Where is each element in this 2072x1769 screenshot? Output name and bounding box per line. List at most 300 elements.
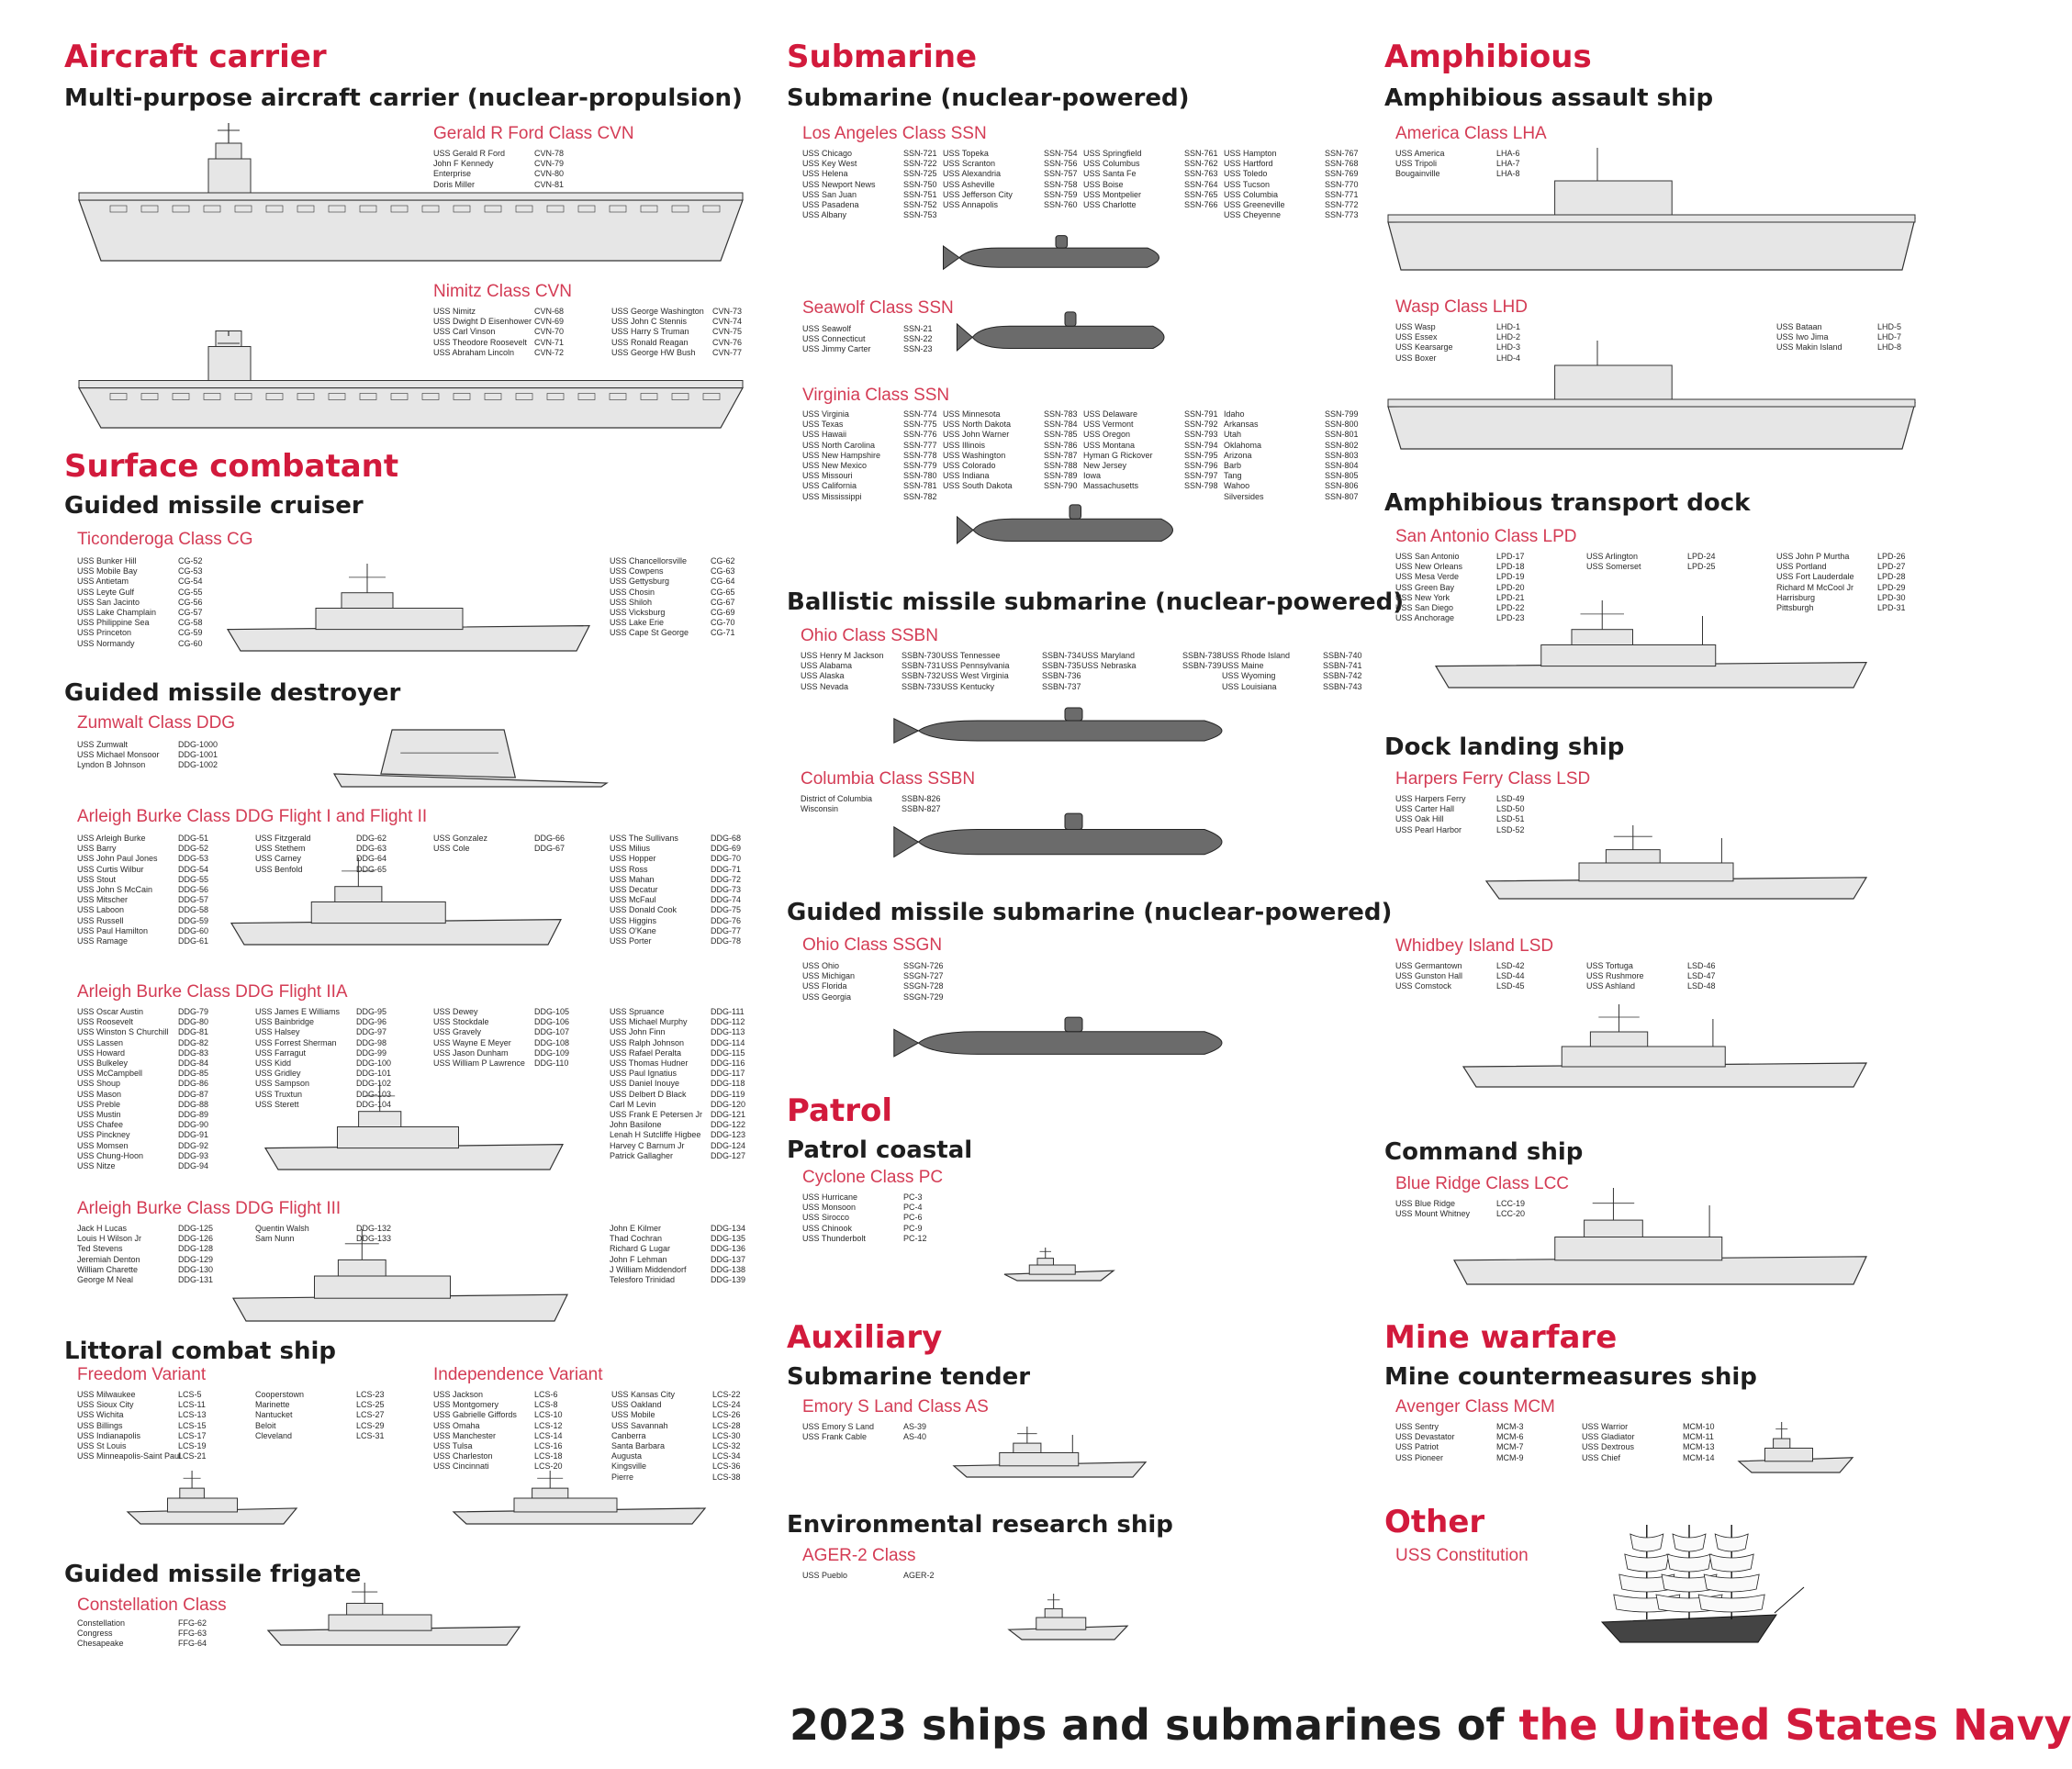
ship-name: USS Roosevelt: [77, 1017, 134, 1027]
ship-name: USS Dewey: [433, 1007, 478, 1016]
hull-number: CG-69: [711, 608, 735, 618]
ship-name: USS Delaware: [1083, 409, 1138, 419]
hull-number: DDG-99: [356, 1047, 387, 1058]
category-surface-combatant: Surface combatant: [64, 448, 399, 485]
ship-name: USS New Hampshire: [802, 450, 881, 460]
hull-number: DDG-119: [711, 1089, 745, 1099]
ship-entry: [77, 1629, 218, 1639]
hull-number: LCC-19: [1496, 1199, 1526, 1208]
ship-name: USS Dwight D Eisenhower: [433, 317, 532, 327]
roster-column: [802, 409, 944, 502]
ship-name: USS Germantown: [1395, 961, 1462, 970]
hull-number: DDG-110: [534, 1058, 569, 1069]
ship-entry: [77, 1048, 218, 1058]
hull-number: LCS-11: [178, 1400, 206, 1410]
ship-entry: [1224, 210, 1365, 220]
ship-entry: [610, 885, 751, 895]
ship-entry: [941, 671, 1082, 681]
hull-number: PC-12: [903, 1233, 927, 1243]
ship-name: USS Oak Hill: [1395, 814, 1444, 824]
ship-entry: [77, 844, 218, 854]
ship-entry: [943, 159, 1084, 169]
ship-entry: [433, 1017, 575, 1027]
ship-name: USS Tripoli: [1395, 159, 1438, 169]
hull-number: FFG-63: [178, 1629, 207, 1639]
ship-entry: [611, 1421, 753, 1431]
ship-entry: [1224, 461, 1365, 471]
ship-drawing: [1001, 1244, 1115, 1286]
ship-entry: [943, 409, 1084, 420]
ship-entry: [611, 1441, 753, 1451]
ship-name: USS Gerald R Ford: [433, 149, 506, 158]
roster-column: [1395, 1422, 1537, 1463]
hull-number: DDG-88: [178, 1099, 209, 1109]
ship-entry: [1081, 651, 1223, 661]
ship-entry: [1083, 200, 1225, 210]
roster-column: [1083, 409, 1225, 492]
hull-number: DDG-139: [711, 1275, 746, 1285]
hull-number: SSBN-739: [1182, 661, 1222, 671]
ship-entry: [77, 577, 218, 587]
ship-entry: [802, 409, 944, 420]
ship-name: USS Shoup: [77, 1079, 121, 1089]
ship-cyclone-silhouette: [1001, 1244, 1115, 1286]
ship-name: USS Lake Champlain: [77, 608, 157, 618]
hull-number: SSBN-740: [1323, 651, 1362, 660]
ship-drawing: [1460, 1001, 1868, 1092]
ship-entry: [255, 1410, 397, 1420]
ship-entry: [1224, 420, 1365, 430]
hull-number: MCM-10: [1683, 1422, 1715, 1431]
roster-column: [1586, 552, 1728, 572]
ship-name: USS John C Stennis: [611, 317, 688, 327]
ship-name: Enterprise: [433, 169, 472, 179]
ship-entry: [610, 834, 751, 844]
roster-column: [433, 834, 575, 854]
ship-name: Carl M Levin: [610, 1099, 656, 1109]
ship-entry: [255, 1048, 397, 1058]
ship-entry: [802, 981, 944, 991]
ship-name: USS New York: [1395, 592, 1450, 602]
ship-entry: [77, 1265, 218, 1275]
ship-name: Jack H Lucas: [77, 1224, 128, 1233]
hull-number: DDG-59: [178, 915, 209, 925]
hull-number: DDG-112: [711, 1017, 745, 1027]
ship-entry: [1083, 180, 1225, 190]
hull-number: DDG-107: [534, 1027, 570, 1037]
ship-name: USS Cole: [433, 844, 470, 854]
hull-number: DDG-71: [711, 864, 742, 874]
hull-number: LPD-26: [1877, 552, 1906, 561]
ship-entry: [77, 1421, 218, 1431]
ship-name: USS Alabama: [801, 661, 853, 671]
ship-name: USS Portland: [1776, 562, 1827, 572]
ship-entry: [802, 461, 944, 471]
hull-number: LHA-8: [1496, 169, 1520, 179]
hull-number: DDG-127: [711, 1150, 746, 1160]
ship-name: USS Mason: [77, 1089, 122, 1099]
hull-number: SSN-784: [1044, 420, 1078, 430]
ship-name: USS Ralph Johnson: [610, 1037, 685, 1047]
hull-number: DDG-78: [711, 936, 742, 946]
ship-entry: [77, 556, 218, 566]
hull-number: DDG-55: [178, 874, 209, 884]
roster-column: [610, 1224, 751, 1285]
category-aircraft-carrier: Aircraft carrier: [64, 39, 327, 75]
hull-number: SSN-774: [903, 409, 937, 419]
hull-number: LSD-44: [1496, 971, 1525, 981]
ship-constellation-silhouette: [264, 1579, 521, 1651]
hull-number: DDG-133: [356, 1234, 392, 1244]
ship-name: USS Henry M Jackson: [801, 651, 884, 660]
hull-number: LSD-47: [1687, 971, 1716, 981]
hull-number: DDG-94: [178, 1161, 209, 1171]
ship-name: USS Harry S Truman: [611, 327, 689, 337]
ship-entry: [77, 1639, 218, 1649]
hull-number: DDG-77: [711, 925, 742, 935]
hull-number: LCS-25: [356, 1400, 385, 1410]
ship-name: USS Tucson: [1224, 179, 1271, 189]
ship-name: USS Emory S Land: [802, 1422, 875, 1431]
ship-name: USS Milwaukee: [77, 1390, 136, 1399]
ship-entry: [1582, 1453, 1723, 1463]
ship-entry: [77, 740, 218, 750]
hull-number: DDG-68: [711, 834, 742, 843]
ship-name: Canberra: [611, 1430, 646, 1440]
ship-entry: [1083, 190, 1225, 200]
hull-number: CVN-75: [712, 327, 743, 337]
ship-entry: [802, 441, 944, 451]
ship-entry: [802, 1213, 944, 1223]
hull-number: LPD-23: [1496, 613, 1525, 623]
ship-avenger-silhouette: [1735, 1418, 1854, 1478]
ship-entry: [1224, 409, 1365, 420]
ship-name: USS Nevada: [801, 681, 849, 691]
ship-gerald-r-ford-silhouette: [73, 119, 748, 266]
ship-entry: [77, 1400, 218, 1410]
hull-number: LPD-17: [1496, 552, 1525, 561]
ship-name: USS Pueblo: [802, 1571, 848, 1580]
ship-name: USS Somerset: [1586, 562, 1641, 572]
ship-entry: [610, 916, 751, 926]
ship-name: USS Gettysburg: [610, 577, 670, 587]
hull-number: SSN-751: [903, 189, 937, 199]
ship-entry: [77, 618, 218, 628]
ship-entry: [1083, 409, 1225, 420]
hull-number: LSD-50: [1496, 804, 1525, 814]
ship-entry: [802, 169, 944, 179]
roster-column: [1224, 149, 1365, 220]
ship-name: Wisconsin: [801, 804, 839, 814]
ship-entry: [1224, 180, 1365, 190]
hull-number: SSN-781: [903, 481, 937, 491]
hull-number: MCM-14: [1683, 1452, 1715, 1462]
ship-name: USS Cowpens: [610, 566, 664, 577]
ship-name: Idaho: [1224, 409, 1245, 419]
class-arleigh-burke-flight-iii: Arleigh Burke Class DDG Flight III: [77, 1199, 342, 1218]
hull-number: SSN-753: [903, 210, 937, 220]
hull-number: CG-62: [711, 556, 735, 565]
ship-entry: [610, 1007, 751, 1017]
ship-name: USS Wyoming: [1222, 671, 1276, 681]
ship-entry: [1582, 1422, 1723, 1432]
ship-entry: [610, 608, 751, 618]
ship-name: USS Pioneer: [1395, 1452, 1444, 1462]
hull-number: SSN-798: [1184, 481, 1218, 491]
ship-name: USS Nitze: [77, 1161, 116, 1171]
ship-name: USS Winston S Churchill: [77, 1027, 169, 1037]
hull-number: LCS-18: [534, 1451, 563, 1461]
roster-column: [802, 1571, 944, 1581]
ship-independence-variant-silhouette: [450, 1467, 707, 1529]
hull-number: DDG-138: [711, 1264, 746, 1274]
ship-entry: [802, 149, 944, 159]
hull-number: LCS-5: [178, 1390, 202, 1399]
subcategory-mine-countermeasures-ship: Mine countermeasures ship: [1384, 1363, 1757, 1391]
ship-name: USS Pinckney: [77, 1130, 130, 1140]
ship-entry: [610, 854, 751, 864]
ship-name: USS Arleigh Burke: [77, 834, 146, 843]
ship-name: USS Maine: [1222, 661, 1264, 671]
ship-entry: [611, 317, 753, 327]
ship-entry: [1224, 481, 1365, 491]
ship-name: USS New Orleans: [1395, 562, 1463, 572]
ship-entry: [610, 1058, 751, 1069]
class-uss-constitution: USS Constitution: [1395, 1546, 1529, 1565]
ship-name: USS Spruance: [610, 1007, 665, 1016]
hull-number: LPD-21: [1496, 592, 1525, 602]
ship-entry: [77, 760, 218, 770]
ship-entry: [433, 1048, 575, 1058]
ship-name: USS Antietam: [77, 577, 129, 587]
category-mine-warfare: Mine warfare: [1384, 1319, 1618, 1356]
ship-name: USS McFaul: [610, 895, 656, 905]
ship-entry: [611, 1400, 753, 1410]
page-title: 2023 ships and submarines of the United States Navy: [790, 1700, 2072, 1750]
class-wasp: Wasp Class LHD: [1395, 297, 1528, 317]
hull-number: LPD-22: [1496, 603, 1525, 613]
hull-number: LCS-31: [356, 1430, 385, 1440]
ship-name: USS Devastator: [1395, 1432, 1455, 1442]
hull-number: SSN-787: [1044, 450, 1078, 460]
class-ohio-ssbn: Ohio Class SSBN: [801, 626, 938, 645]
ship-name: USS Forrest Sherman: [255, 1037, 337, 1047]
hull-number: DDG-98: [356, 1037, 387, 1047]
hull-number: SSN-765: [1184, 189, 1218, 199]
hull-number: DDG-70: [711, 854, 742, 864]
hull-number: DDG-125: [178, 1224, 214, 1233]
ship-name: USS Montpelier: [1083, 189, 1142, 199]
hull-number: LCS-16: [534, 1441, 563, 1451]
hull-number: CG-63: [711, 566, 735, 577]
hull-number: LPD-19: [1496, 572, 1525, 582]
hull-number: LHD-3: [1496, 342, 1521, 353]
hull-number: SSBN-736: [1042, 671, 1081, 681]
ship-name: Jeremiah Denton: [77, 1254, 140, 1264]
class-ticonderoga: Ticonderoga Class CG: [77, 530, 253, 549]
ship-entry: [1224, 159, 1365, 169]
ship-uss-constitution-silhouette: [1593, 1519, 1786, 1648]
hull-number: FFG-64: [178, 1639, 207, 1649]
ship-name: USS Asheville: [943, 179, 995, 189]
ship-name: District of Columbia: [801, 794, 873, 803]
ship-entry: [77, 598, 218, 608]
hull-number: DDG-51: [178, 834, 209, 843]
ship-name: USS Georgia: [802, 991, 852, 1002]
ship-name: Sam Nunn: [255, 1234, 295, 1244]
ship-name: USS Alaska: [801, 671, 845, 681]
ship-name: USS Cincinnati: [433, 1461, 489, 1472]
ship-entry: [943, 471, 1084, 481]
ship-name: USS Minneapolis-Saint Paul: [77, 1451, 182, 1461]
ship-drawing: [950, 1423, 1148, 1483]
ship-entry: [1224, 451, 1365, 461]
hull-number: CVN-68: [534, 307, 565, 316]
roster-column: [802, 1422, 944, 1442]
ship-name: USS Sentry: [1395, 1422, 1439, 1431]
hull-number: MCM-7: [1496, 1442, 1524, 1452]
ship-entry: [255, 1007, 397, 1017]
hull-number: CVN-78: [534, 149, 565, 158]
hull-number: CG-57: [178, 608, 203, 618]
ship-name: USS Normandy: [77, 638, 135, 648]
ship-name: USS George Washington: [611, 307, 704, 316]
ship-entry: [1395, 572, 1537, 582]
ship-entry: [433, 1007, 575, 1017]
ship-name: John F Lehman: [610, 1254, 667, 1264]
hull-number: DDG-84: [178, 1058, 209, 1069]
ship-entry: [1224, 149, 1365, 159]
hull-number: DDG-113: [711, 1027, 745, 1037]
ship-name: Utah: [1224, 430, 1242, 440]
ship-name: USS Howard: [77, 1047, 126, 1058]
ship-name: Hyman G Rickover: [1083, 450, 1153, 460]
ship-name: USS Momsen: [77, 1140, 129, 1150]
ship-entry: [77, 1244, 218, 1254]
hull-number: DDG-90: [178, 1120, 209, 1130]
ship-entry: [801, 661, 942, 671]
ship-drawing: [955, 303, 1175, 353]
hull-number: DDG-135: [711, 1234, 746, 1244]
ship-entry: [943, 420, 1084, 430]
ship-name: USS John P Murtha: [1776, 552, 1850, 561]
ship-entry: [802, 190, 944, 200]
ship-entry: [77, 1007, 218, 1017]
hull-number: SSN-790: [1044, 481, 1078, 491]
ship-name: William Charette: [77, 1264, 139, 1274]
ship-name: USS Ramage: [77, 936, 129, 946]
ship-name: John F Kennedy: [433, 159, 494, 169]
ship-entry: [610, 1151, 751, 1161]
ship-name: USS Sterett: [255, 1099, 299, 1109]
hull-number: DDG-87: [178, 1089, 209, 1099]
hull-number: DDG-102: [356, 1079, 392, 1089]
hull-number: LCS-34: [712, 1451, 741, 1461]
ship-entry: [1395, 562, 1537, 572]
hull-number: SSN-725: [903, 169, 937, 179]
ship-name: USS Chafee: [77, 1120, 124, 1130]
ship-name: USS Porter: [610, 936, 652, 946]
hull-number: LHA-6: [1496, 149, 1520, 158]
ship-drawing: [1384, 142, 1917, 275]
ship-entry: [77, 1130, 218, 1140]
ship-entry: [802, 471, 944, 481]
ship-entry: [802, 1422, 944, 1432]
ship-entry: [77, 1017, 218, 1027]
hull-number: DDG-128: [178, 1244, 214, 1254]
ship-name: USS Billings: [77, 1420, 123, 1430]
ship-name: USS Fitzgerald: [255, 834, 311, 843]
ship-arleigh-burke-i-ii-silhouette: [228, 854, 563, 950]
ship-entry: [255, 1069, 397, 1079]
ship-name: USS Vicksburg: [610, 608, 666, 618]
subcategory-guided-missile-frigate: Guided missile frigate: [64, 1561, 362, 1588]
ship-name: Iowa: [1083, 471, 1102, 481]
ship-name: USS Indiana: [943, 471, 990, 481]
ship-name: USS Connecticut: [802, 334, 866, 344]
hull-number: SSN-789: [1044, 471, 1078, 481]
ship-drawing: [330, 721, 610, 792]
ship-name: USS Leyte Gulf: [77, 587, 135, 597]
hull-number: LPD-18: [1496, 562, 1525, 572]
ship-drawing: [941, 228, 1170, 272]
hull-number: DDG-67: [534, 844, 566, 854]
ship-drawing: [890, 700, 1239, 745]
hull-number: LCS-29: [356, 1420, 385, 1430]
hull-number: SSBN-827: [902, 804, 941, 814]
category-patrol: Patrol: [787, 1092, 892, 1129]
hull-number: LHD-2: [1496, 332, 1521, 342]
ship-name: USS Ohio: [802, 961, 840, 970]
ship-name: USS Hartford: [1224, 159, 1273, 169]
ship-entry: [610, 588, 751, 598]
ship-name: USS Columbia: [1224, 189, 1279, 199]
hull-number: LCC-20: [1496, 1209, 1526, 1219]
ship-name: USS Charlotte: [1083, 200, 1137, 210]
roster-column: [943, 149, 1084, 210]
ship-name: USS Wichita: [77, 1410, 124, 1420]
ship-name: USS Charleston: [433, 1451, 493, 1461]
class-columbia: Columbia Class SSBN: [801, 769, 976, 789]
hull-number: LHD-5: [1877, 322, 1902, 331]
ship-entry: [802, 481, 944, 491]
ship-entry: [802, 1234, 944, 1244]
ship-name: Arkansas: [1224, 420, 1259, 430]
hull-number: SSBN-734: [1042, 651, 1081, 660]
ship-drawing: [1593, 1519, 1786, 1648]
ship-entry: [77, 865, 218, 875]
ship-entry: [943, 461, 1084, 471]
hull-number: DDG-52: [178, 844, 209, 854]
ship-name: USS Stockdale: [433, 1017, 489, 1027]
ship-entry: [802, 961, 944, 971]
hull-number: CG-59: [178, 628, 203, 638]
ship-arleigh-burke-iia-silhouette: [262, 1079, 565, 1175]
hull-number: MCM-6: [1496, 1432, 1524, 1442]
ship-name: USS Truxtun: [255, 1089, 303, 1099]
hull-number: CG-67: [711, 597, 735, 607]
ship-entry: [943, 169, 1084, 179]
hull-number: LCS-32: [712, 1441, 741, 1451]
hull-number: DDG-66: [534, 834, 566, 843]
hull-number: LCS-10: [534, 1410, 563, 1420]
ship-name: Quentin Walsh: [255, 1224, 309, 1233]
hull-number: SSBN-826: [902, 794, 941, 803]
ship-wasp-silhouette: [1384, 335, 1917, 454]
ship-name: USS Bulkeley: [77, 1058, 129, 1069]
hull-number: DDG-1001: [178, 750, 218, 760]
ship-nimitz-silhouette: [73, 332, 748, 433]
